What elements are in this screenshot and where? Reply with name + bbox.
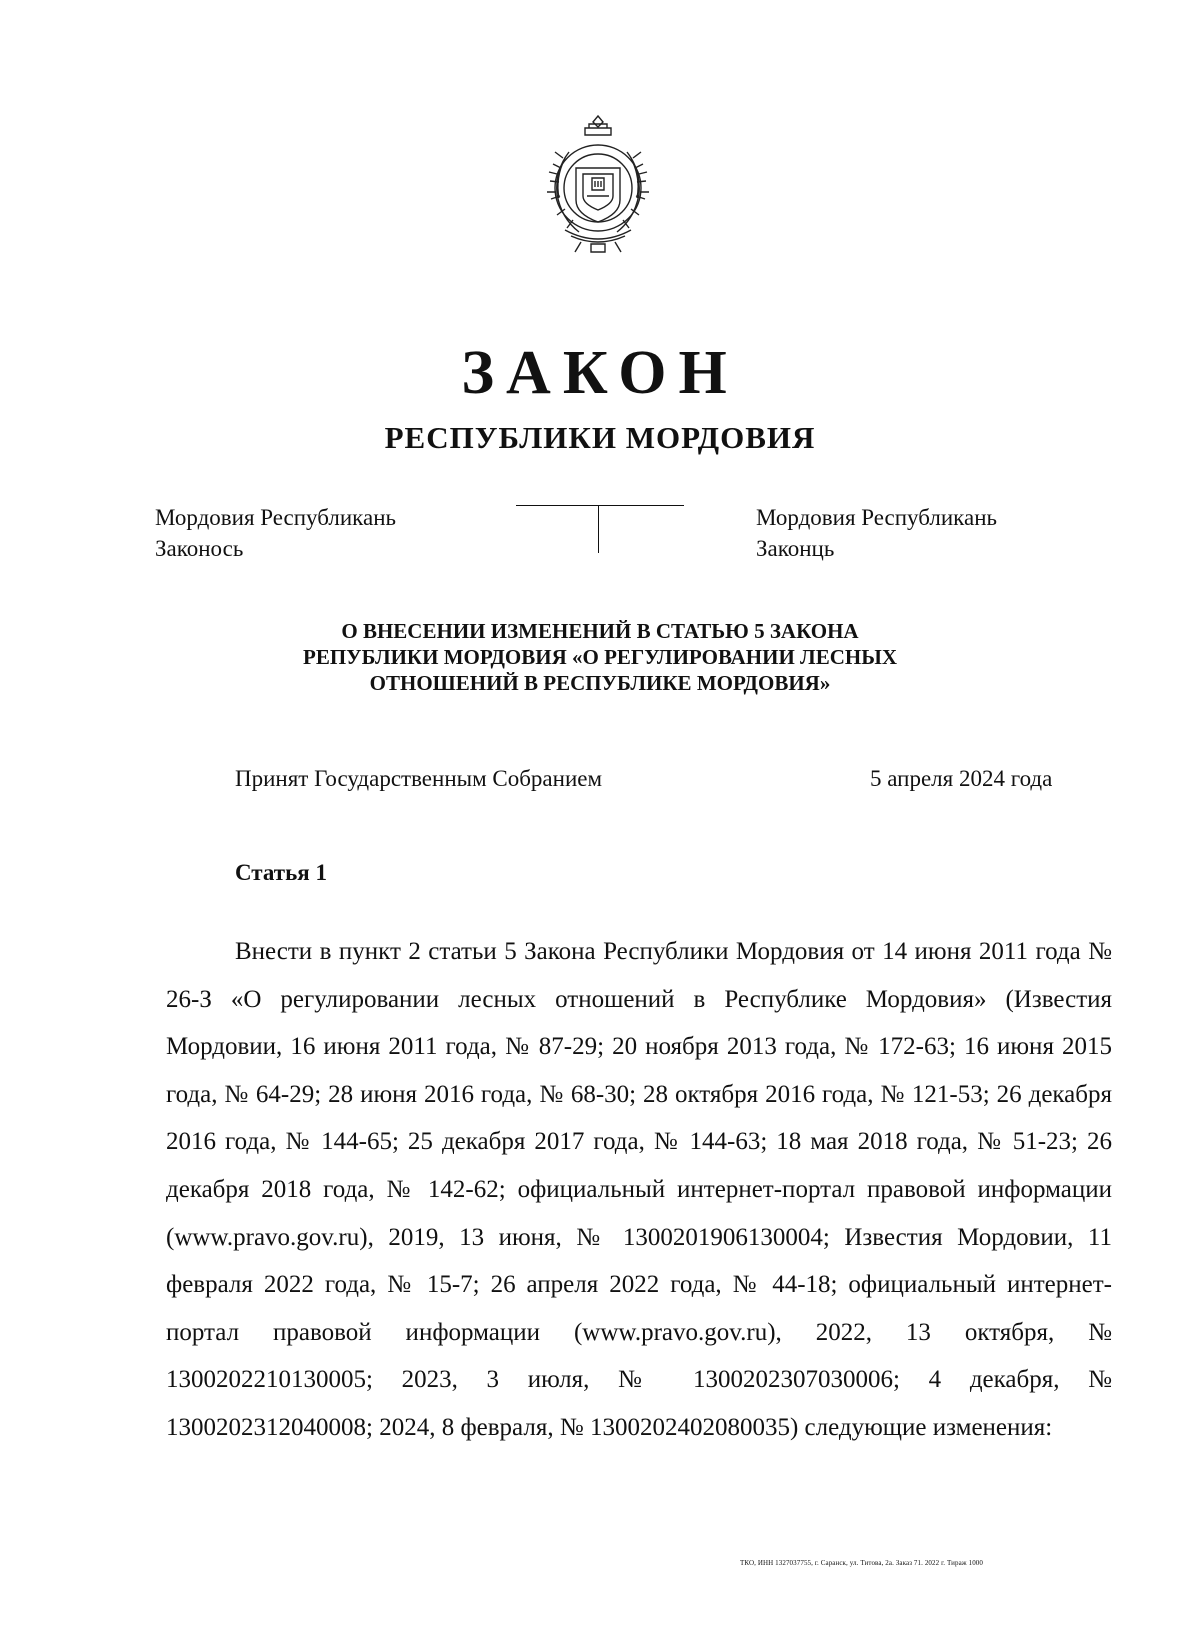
document-title-line-3: ОТНОШЕНИЙ В РЕСПУБЛИКЕ МОРДОВИЯ» <box>369 671 831 695</box>
footer-imprint: ТКО, ИНН 1327037755, г. Саранск, ул. Титова, 2а. Заказ 71. 2022 г. Тираж 1000 <box>740 1559 983 1567</box>
document-title <box>200 618 1000 696</box>
coat-of-arms-emblem <box>525 112 671 258</box>
header-left-line-2: Законось <box>155 536 244 561</box>
adoption-label: Принят Государственным Собранием <box>235 766 603 791</box>
header-right-block <box>756 502 997 564</box>
law-title: ЗАКОН <box>461 339 739 407</box>
header-right-line-1: Мордовия Республикань <box>756 505 998 530</box>
document-title-line-2: РЕПУБЛИКИ МОРДОВИЯ «О РЕГУЛИРОВАНИИ ЛЕСНЫХ <box>303 645 897 669</box>
article-heading: Статья 1 <box>235 860 327 885</box>
header-left-block <box>155 502 396 564</box>
adoption-date: 5 апреля 2024 года <box>870 766 1053 791</box>
header-divider-vertical <box>598 505 599 553</box>
header-divider-horizontal <box>516 505 684 506</box>
header-left-line-1: Мордовия Республикань <box>155 505 397 530</box>
header-right-line-2: Законць <box>756 536 835 561</box>
article-body-text: Внести в пункт 2 статьи 5 Закона Республики Мордовия от 14 июня 2011 года № 26-З «О регулировании лесных отношений в Республике Мордовия» (Известия Мордовии, 16 июня 2011 года, № 87-29; 20 ноября 2013 года, № 172-63; 16 июня 2015 года, № 64-29; 28 июня 2016 года, № 68-30; 28 октября 2016 года, № 121-53; 26 декабря 2016 года, № 144-65; 25 декабря 2017 года, № 144-63; 18 мая 2018 года, № 51-23; 26 декабря 2018 года, № 142-62; официальный интернет-портал правовой информации (www.pravo.gov.ru), 2019, 13 июня, № 1300201906130004; Известия Мордовии, 11 февраля 2022 года, № 15-7; 26 апреля 2022 года, № 44-18; официальный интернет-портал правовой информации (www.pravo.gov.ru), 2022, 13 октября, № 1300202210130005; 2023, 3 июля, № 1300202307030006; 4 декабря, № 1300202312040008; 2024, 8 февраля, № 1300202402080035) следующие изменения: <box>166 938 1112 1441</box>
law-subtitle: РЕСПУБЛИКИ МОРДОВИЯ <box>384 420 816 455</box>
document-title-line-1: О ВНЕСЕНИИ ИЗМЕНЕНИЙ В СТАТЬЮ 5 ЗАКОНА <box>341 619 859 643</box>
